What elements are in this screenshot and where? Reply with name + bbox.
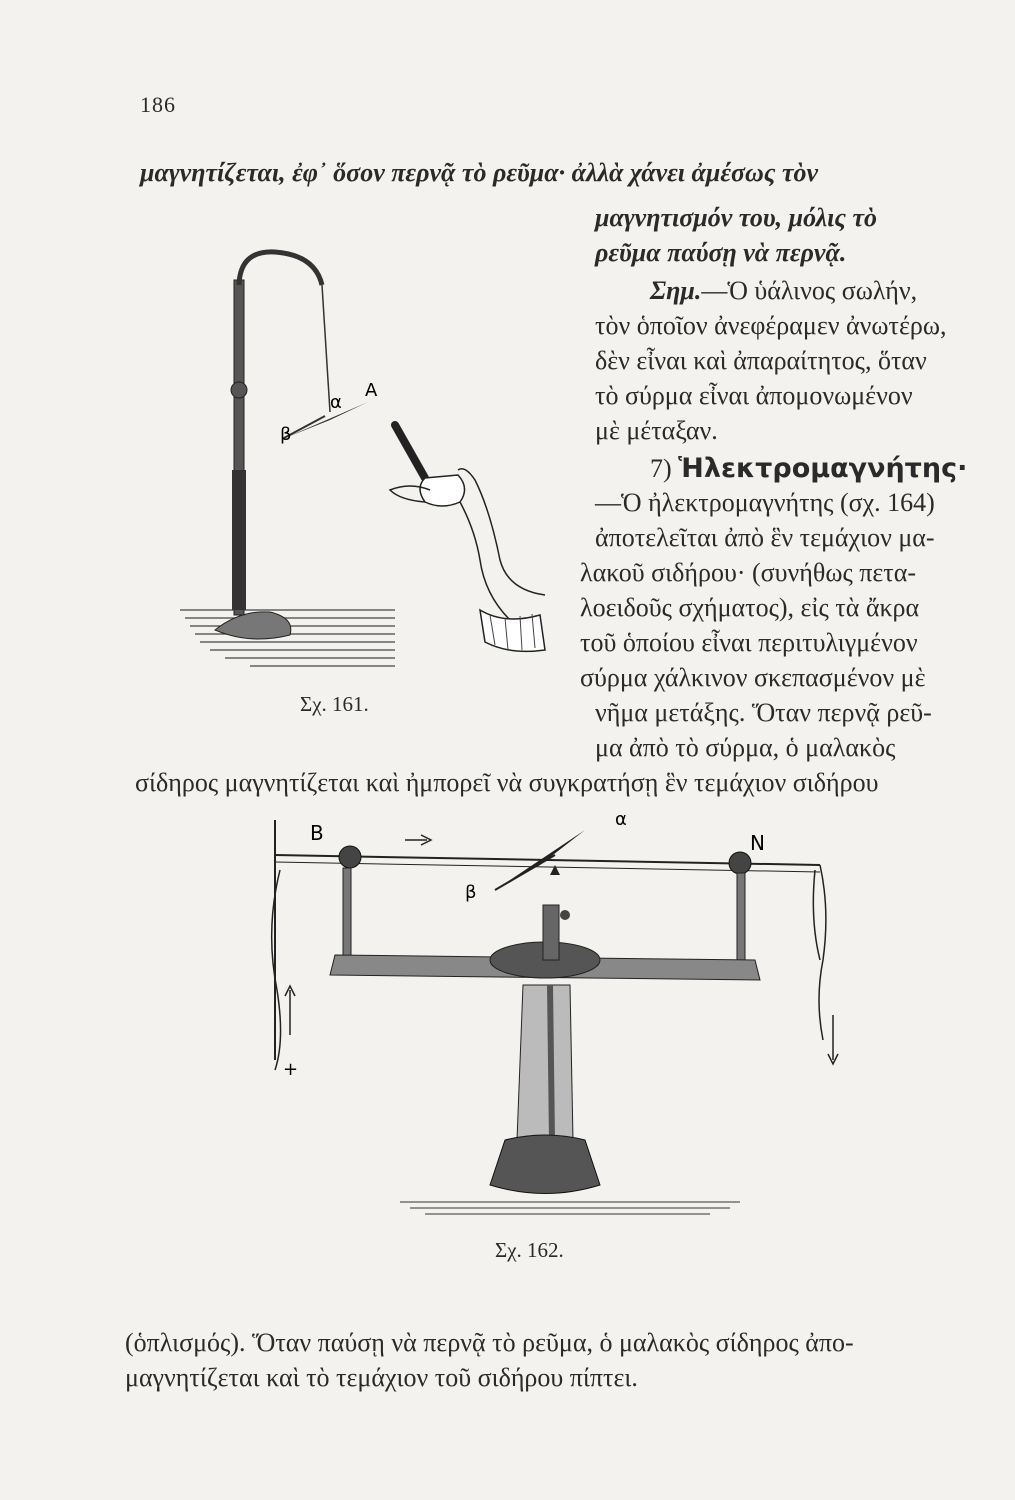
text-line: σίδηρος μαγνητίζεται καὶ ἠμπορεῖ νὰ συγκρατήσῃ ἓν τεμάχιον σιδήρου xyxy=(135,768,879,797)
text-line: σύρμα χάλκινον σκεπασμένον μὲ xyxy=(580,663,926,692)
text-line: —Ὁ ἠλεκτρομαγνήτης (σχ. 164) xyxy=(595,488,935,517)
hand-holding-magnet xyxy=(380,410,580,660)
fig162-label-a: α xyxy=(615,810,627,830)
section-title: Ἡλεκτρομαγνήτης· xyxy=(678,453,968,484)
page-number: 186 xyxy=(140,92,176,117)
text-line: λοειδοῦς σχήματος), εἰς τὰ ἄκρα xyxy=(580,593,920,622)
note-text: —Ὁ ὑάλινος σωλήν, xyxy=(701,276,918,305)
text-line: ἀποτελεῖται ἀπὸ ἓν τεμάχιον μα- xyxy=(595,523,935,552)
text-line: τὸν ὁποῖον ἀνεφέραμεν ἀνωτέρω, xyxy=(595,311,947,340)
note-first-line xyxy=(650,278,917,304)
text-line: μαγνητίζεται καὶ τὸ τεμάχιον τοῦ σιδήρου πίπτει. xyxy=(125,1363,638,1392)
text-line: μαγνητίζεται, ἐφ᾽ ὅσον περνᾷ τὸ ρεῦμα· ἀλλὰ χάνει ἀμέσως τὸν xyxy=(140,158,819,187)
text-line: νῆμα μετάξης. Ὅταν περνᾷ ρεῦ- xyxy=(595,698,932,727)
section-number: 7) xyxy=(650,454,672,483)
fig162-label-b: β xyxy=(465,882,477,903)
note-label: Σημ. xyxy=(650,276,702,305)
fig161-label-A: A xyxy=(365,380,378,401)
text-line: δὲν εἶναι καὶ ἀπαραίτητος, ὅταν xyxy=(595,346,927,375)
text-line: τὸ σύρμα εἶναι ἀπομονωμένον xyxy=(595,381,913,410)
text-line: (ὁπλισμός). Ὅταν παύσῃ νὰ περνᾷ τὸ ρεῦμα, ὁ μαλακὸς σίδηρος ἀπο- xyxy=(125,1328,854,1357)
fig162-label-B: B xyxy=(310,821,324,845)
figure-161-caption: Σχ. 161. xyxy=(300,692,369,716)
section-heading xyxy=(650,455,967,482)
text-line: μὲ μέταξαν. xyxy=(595,416,718,445)
text-line: μα ἀπὸ τὸ σύρμα, ὁ μαλακὸς xyxy=(595,733,896,762)
fig162-label-N: N xyxy=(750,831,765,855)
text-line: λακοῦ σιδήρου· (συνήθως πετα- xyxy=(580,558,917,587)
text-line: μαγνητισμόν του, μόλις τὸ xyxy=(595,203,878,232)
figure-162-caption: Σχ. 162. xyxy=(495,1238,564,1262)
text-line: ρεῦμα παύσῃ νὰ περνᾷ. xyxy=(595,238,847,267)
fig162-label-plus: + xyxy=(283,1059,299,1080)
fig161-label-b: β xyxy=(280,424,292,445)
fig161-label-a: α xyxy=(330,392,342,413)
text-line: τοῦ ὁποίου εἶναι περιτυλιγμένον xyxy=(580,628,918,657)
figure-162 xyxy=(255,810,855,1230)
